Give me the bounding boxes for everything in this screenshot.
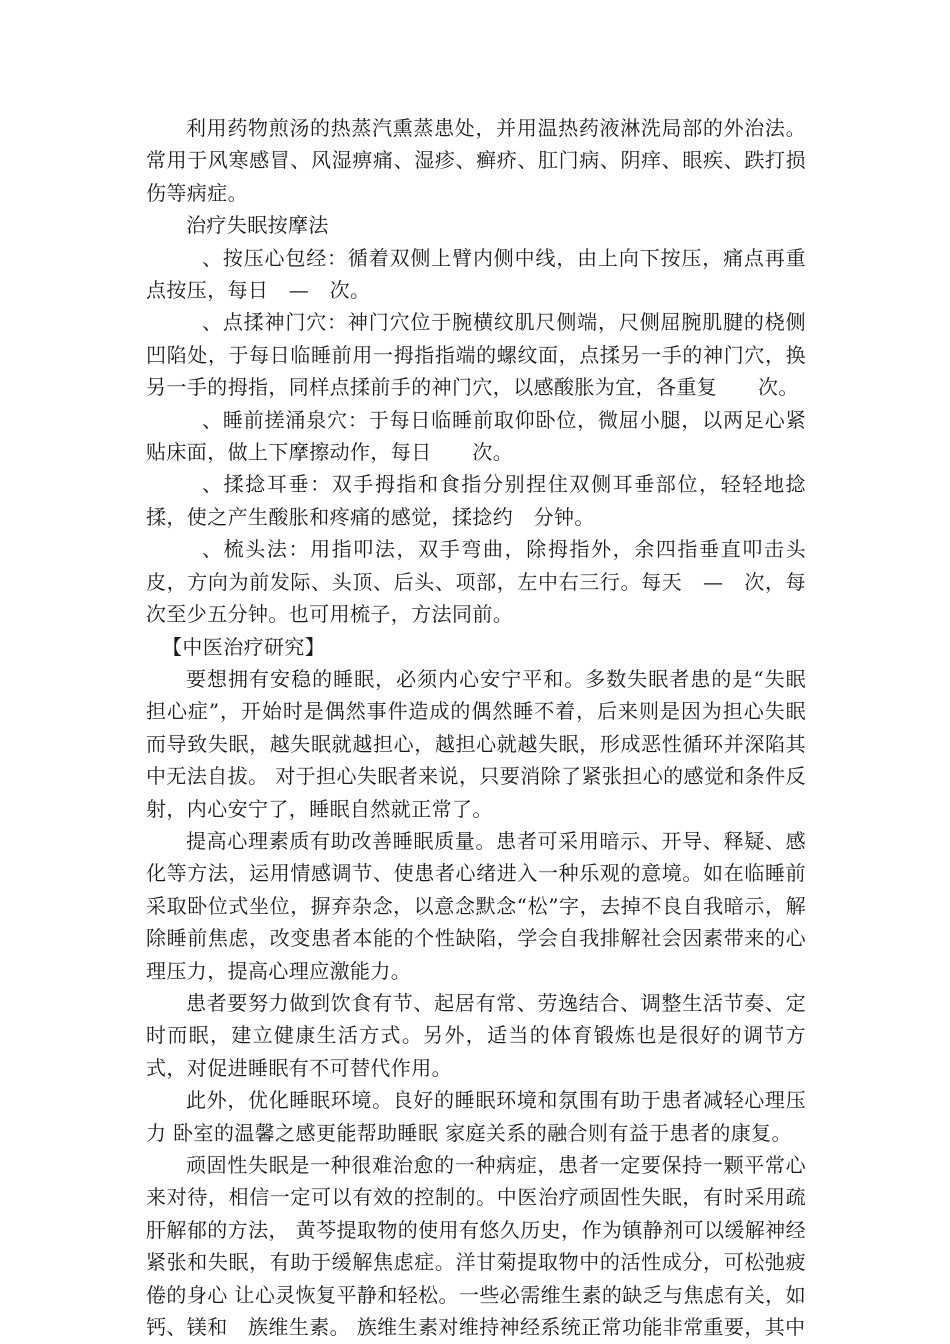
document-body [146, 112, 806, 1343]
paragraph: 此外，优化睡眠环境。良好的睡眠环境和氛围有助于患者减轻心理压力 卧室的温馨之感更能帮助睡眠 家庭关系的融合则有益于患者的康复。 [146, 1088, 806, 1145]
list-item: 、梳头法：用指叩法，双手弯曲，除拇指外，余四指垂直叩击头皮，方向为前发际、头顶、后头、项部，左中右三行。每天 — 次，每次至少五分钟。也可用梳子，方法同前。 [146, 537, 806, 627]
paragraph: 患者要努力做到饮食有节、起居有常、劳逸结合、调整生活节奏、定时而眠，建立健康生活方式。另外，适当的体育锻炼也是很好的调节方式，对促进睡眠有不可替代作用。 [146, 990, 806, 1080]
heading-massage-methods: 治疗失眠按摩法 [186, 213, 329, 238]
paragraph-fumigation: 利用药物煎汤的热蒸汽熏蒸患处，并用温热药液淋洗局部的外治法。常用于风寒感冒、风湿痹痛、湿疹、癣疥、肛门病、阴痒、眼疾、跌打损伤等病症。 [146, 116, 806, 205]
list-item: 、点揉神门穴：神门穴位于腕横纹肌尺侧端，尺侧屈腕肌腱的桡侧凹陷处，于每日临睡前用一拇指指端的螺纹面，点揉另一手的神门穴，换另一手的拇指，同样点揉前手的神门穴，以感酸胀为宜，各重复 次。 [146, 310, 806, 400]
list-item: 、按压心包经：循着双侧上臂内侧中线，由上向下按压，痛点再重点按压，每日 — 次。 [146, 245, 806, 303]
list-item: 、揉捻耳垂：双手拇指和食指分别捏住双侧耳垂部位，轻轻地捻揉，使之产生酸胀和疼痛的感觉，揉捻约 分钟。 [146, 472, 806, 529]
paragraph: 要想拥有安稳的睡眠，必须内心安宁平和。多数失眠者患的是“失眠担心症”，开始时是偶然事件造成的偶然睡不着，后来则是因为担心失眠而导致失眠，越失眠就越担心，越担心就越失眠，形成恶性循环并深陷其中无法自拔。 对于担心失眠者来说，只要消除了紧张担心的感觉和条件反射，内心安宁了，睡眠自然就正常了。 [146, 666, 806, 821]
paragraph: 顽固性失眠是一种很难治愈的一种病症，患者一定要保持一颗平常心来对待，相信一定可以有效的控制的。中医治疗顽固性失眠，有时采用疏肝解郁的方法， 黄芩提取物的使用有悠久历史，作为镇静剂可以缓解神经紧张和失眠，有助于缓解焦虑症。洋甘菊提取物中的活性成分，可松弛疲倦的身心 让心灵恢复平静和轻松。一些必需维生素的缺乏与焦虑有关，如钙、镁和 族维生素。 族维生素对维持神经系统正常功能非常重要，其中 [146, 1153, 806, 1340]
paragraph: 提高心理素质有助改善睡眠质量。患者可采用暗示、开导、释疑、感化等方法，运用情感调节、使患者心绪进入一种乐观的意境。如在临睡前采取卧位式坐位，摒弃杂念，以意念默念“松”字，去掉不良自我暗示，解除睡前焦虑，改变患者本能的个性缺陷，学会自我排解社会因素带来的心理压力，提高心理应激能力。 [146, 828, 806, 983]
section-heading-tcm-research: 【中医治疗研究】 [162, 634, 326, 659]
list-item: 、睡前搓涌泉穴：于每日临睡前取仰卧位，微屈小腿，以两足心紧贴床面，做上下摩擦动作，每日 次。 [146, 407, 806, 465]
